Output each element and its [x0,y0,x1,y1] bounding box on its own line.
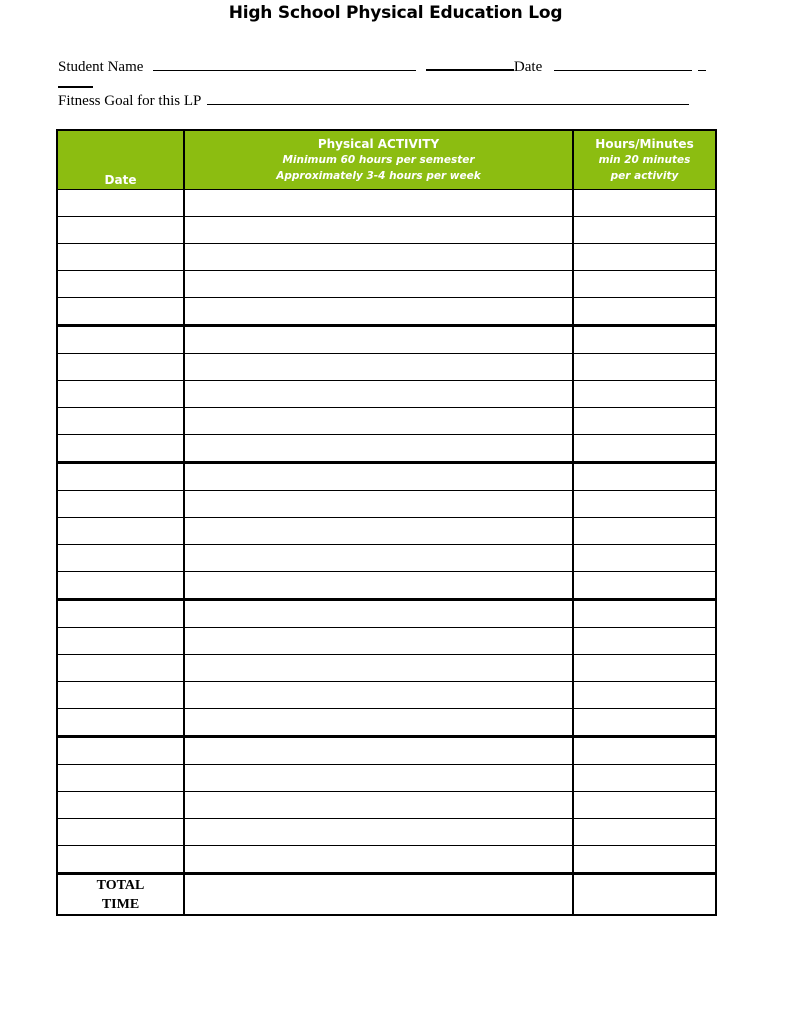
date-column-header [57,130,184,190]
date-cell[interactable] [57,408,184,435]
activity-column-header [184,130,573,190]
date-cell[interactable] [57,491,184,518]
hours-cell[interactable] [573,381,716,408]
table-row [57,435,716,463]
table-row [57,709,716,737]
activity-cell[interactable] [184,408,573,435]
activity-cell[interactable] [184,381,573,408]
activity-cell[interactable] [184,217,573,244]
activity-cell[interactable] [184,545,573,572]
hours-cell[interactable] [573,737,716,765]
activity-cell[interactable] [184,244,573,271]
hours-cell[interactable] [573,298,716,326]
activity-cell[interactable] [184,819,573,846]
activity-cell[interactable] [184,190,573,217]
hours-cell[interactable] [573,491,716,518]
hours-cell[interactable] [573,628,716,655]
date-cell[interactable] [57,271,184,298]
date-cell[interactable] [57,792,184,819]
student-name-row [58,55,706,76]
activity-cell[interactable] [184,846,573,874]
date-cell[interactable] [57,381,184,408]
activity-cell[interactable] [184,628,573,655]
date-header-label: Date [104,173,137,187]
date-cell[interactable] [57,628,184,655]
hours-cell[interactable] [573,819,716,846]
date-cell[interactable] [57,463,184,491]
hours-cell[interactable] [573,600,716,628]
hours-cell[interactable] [573,518,716,545]
date-field-wrap-line[interactable] [58,86,93,88]
hours-cell[interactable] [573,217,716,244]
total-label-cell [57,874,184,916]
student-name-label: Student Name [58,59,144,75]
date-cell[interactable] [57,737,184,765]
table-row [57,545,716,572]
activity-header-label: Physical ACTIVITY [317,137,440,151]
date-cell[interactable] [57,600,184,628]
total-label-line2: TIME [101,896,140,912]
table-row [57,765,716,792]
date-field[interactable] [554,56,692,71]
hours-cell[interactable] [573,765,716,792]
date-cell[interactable] [57,819,184,846]
hours-cell[interactable] [573,655,716,682]
date-cell[interactable] [57,682,184,709]
activity-cell[interactable] [184,682,573,709]
table-row [57,190,716,217]
activity-cell[interactable] [184,709,573,737]
table-row [57,354,716,381]
activity-cell[interactable] [184,298,573,326]
activity-cell[interactable] [184,792,573,819]
total-row [57,874,716,916]
hours-column-header [573,130,716,190]
total-label-line1: TOTAL [96,877,145,893]
hours-cell[interactable] [573,408,716,435]
hours-cell[interactable] [573,545,716,572]
activity-header-note1: Minimum 60 hours per semester [282,154,475,166]
date-cell[interactable] [57,244,184,271]
table-row [57,600,716,628]
table-row [57,491,716,518]
hours-cell[interactable] [573,463,716,491]
table-row [57,271,716,298]
hours-cell[interactable] [573,244,716,271]
hours-cell[interactable] [573,326,716,354]
hours-cell[interactable] [573,682,716,709]
hours-cell[interactable] [573,572,716,600]
table-row [57,518,716,545]
table-row [57,408,716,435]
date-cell[interactable] [57,435,184,463]
activity-cell[interactable] [184,600,573,628]
table-row [57,682,716,709]
date-cell[interactable] [57,326,184,354]
activity-cell[interactable] [184,435,573,463]
date-cell[interactable] [57,655,184,682]
date-cell[interactable] [57,354,184,381]
activity-cell[interactable] [184,491,573,518]
date-cell[interactable] [57,545,184,572]
date-cell[interactable] [57,765,184,792]
fitness-goal-field[interactable] [207,90,689,105]
table-row [57,326,716,354]
page-title: High School Physical Education Log [228,3,563,23]
hours-cell[interactable] [573,190,716,217]
total-hours-cell[interactable] [573,874,716,916]
total-activity-cell[interactable] [184,874,573,916]
activity-log-table [56,129,717,916]
date-label: Date [513,59,543,75]
table-row [57,463,716,491]
activity-cell[interactable] [184,737,573,765]
activity-cell[interactable] [184,655,573,682]
date-cell[interactable] [57,190,184,217]
hours-header-note1: min 20 minutes [598,154,691,166]
activity-cell[interactable] [184,354,573,381]
table-row [57,628,716,655]
table-header-row [57,130,716,190]
date-cell[interactable] [57,217,184,244]
hours-cell[interactable] [573,792,716,819]
hours-header-note2: per activity [610,170,679,182]
activity-cell[interactable] [184,271,573,298]
table-row [57,572,716,600]
date-cell[interactable] [57,709,184,737]
activity-cell[interactable] [184,326,573,354]
date-cell[interactable] [57,572,184,600]
table-row [57,217,716,244]
table-row [57,792,716,819]
activity-cell[interactable] [184,572,573,600]
table-body [57,190,716,916]
table-row [57,244,716,271]
hours-cell[interactable] [573,354,716,381]
activity-cell[interactable] [184,765,573,792]
hours-cell[interactable] [573,271,716,298]
date-cell[interactable] [57,518,184,545]
fitness-goal-row [58,90,689,110]
student-name-field[interactable] [153,56,416,71]
activity-header-note2: Approximately 3-4 hours per week [276,170,481,182]
hours-header-label: Hours/Minutes [595,137,694,151]
activity-cell[interactable] [184,518,573,545]
date-cell[interactable] [57,846,184,874]
table-row [57,655,716,682]
table-row [57,298,716,326]
date-cell[interactable] [57,298,184,326]
table-row [57,846,716,874]
table-row [57,819,716,846]
fitness-goal-label: Fitness Goal for this LP [58,93,201,109]
table-row [57,737,716,765]
student-name-field-extension[interactable] [426,55,514,71]
hours-cell[interactable] [573,846,716,874]
hours-cell[interactable] [573,709,716,737]
date-field-end[interactable] [698,56,706,71]
activity-cell[interactable] [184,463,573,491]
table-row [57,381,716,408]
hours-cell[interactable] [573,435,716,463]
